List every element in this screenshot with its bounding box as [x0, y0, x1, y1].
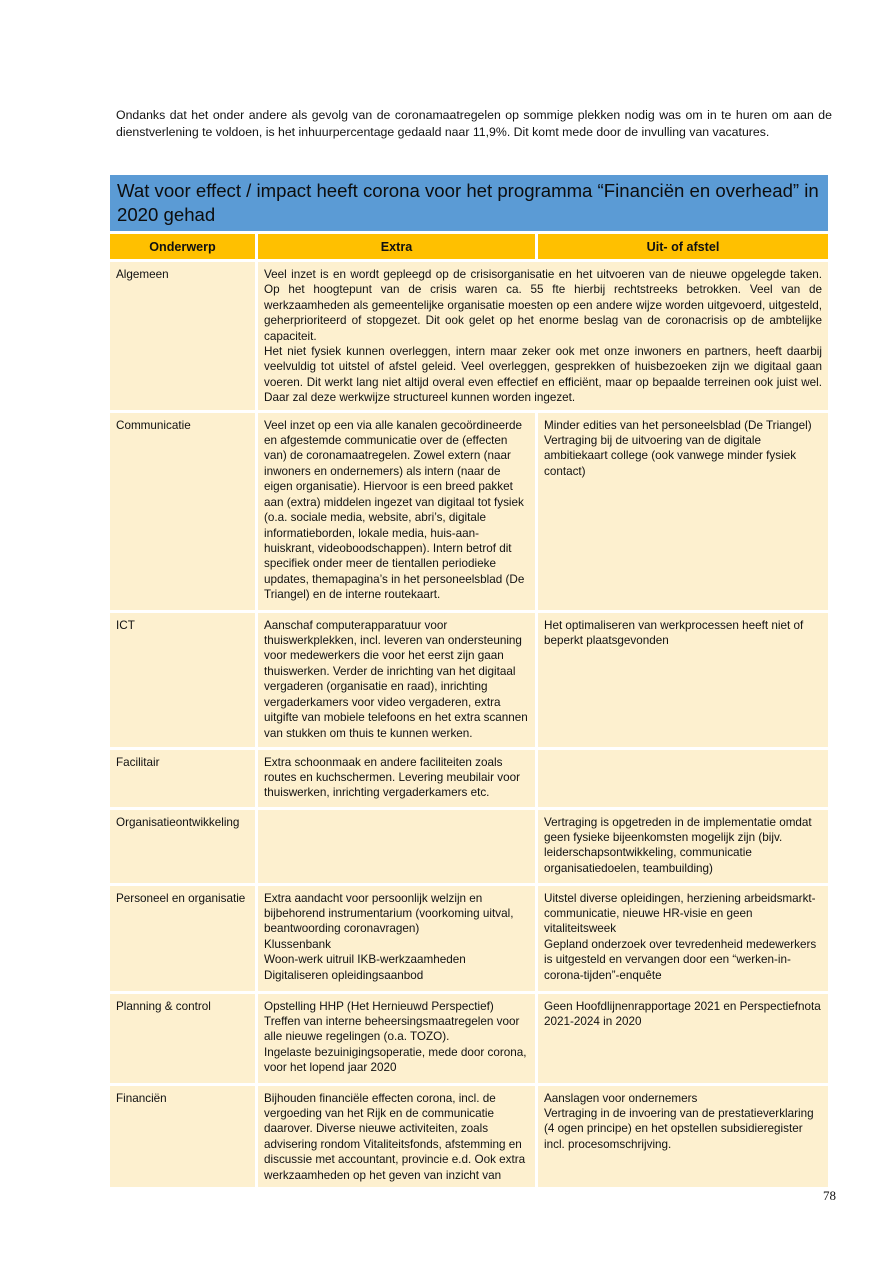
row-delay: [538, 750, 828, 807]
row-delay: Uitstel diverse opleidingen, herziening arbeidsmarkt-communicatie, nieuwe HR-visie en geen vitaliteitsweek Gepland onderzoek over tevredenheid medewerkers is uitgesteld en vervangen door een “werken-in-corona-tijden”-enquête: [538, 886, 828, 991]
row-delay: Geen Hoofdlijnenrapportage 2021 en Perspectiefnota 2021-2024 in 2020: [538, 994, 828, 1083]
row-extra: Bijhouden financiële effecten corona, incl. de vergoeding van het Rijk en de communicatie daarover. Diverse nieuwe activiteiten, zoals advisering rondom Vitaliteitsfonds, afstemming en discussie met accountant, provincie e.d. Ook extra werkzaamheden op het geven van inzicht van: [258, 1086, 535, 1187]
row-delay: Minder edities van het personeelsblad (De Triangel) Vertraging bij de uitvoering van de digitale ambitiekaart college (ook vanwege minder fysiek contact): [538, 413, 828, 610]
row-subject: Personeel en organisatie: [110, 886, 255, 991]
header-subject: Onderwerp: [110, 234, 255, 259]
corona-impact-table: [110, 175, 828, 1190]
header-delay: Uit- of afstel: [538, 234, 828, 259]
table-row: [110, 750, 828, 807]
page-number: 78: [823, 1188, 836, 1203]
table-row: [110, 613, 828, 747]
header-row: [110, 234, 828, 259]
row-subject: Financiën: [110, 1086, 255, 1187]
row-merged-text: Veel inzet is en wordt gepleegd op de crisisorganisatie en het uitvoeren van de nieuwe opgelegde taken. Op het hoogtepunt van de crisis waren ca. 55 fte hierbij rechtstreeks betrokken. Veel van de werkzaamheden als gemeentelijke organisatie moesten op een andere wijze worden uitgevoerd, uitgesteld, geherprioriteerd of stopgezet. Dit ook gelet op het enorme beslag van de coronacrisis op de ambtelijke capaciteit. Het niet fysiek kunnen overleggen, intern maar zeker ook met onze inwoners en partners, heeft daarbij veelvuldig tot uitstel of afstel geleid. Veel overleggen, gesprekken of huisbezoeken zijn we digitaal gaan voeren. Dit werkt lang niet altijd overal even effectief en efficiënt, maar op bepaalde terreinen ook juist wel. Daar zal deze werkwijze structureel kunnen worden ingezet.: [258, 262, 828, 410]
table-row: [110, 1086, 828, 1187]
row-extra: Veel inzet op een via alle kanalen gecoördineerde en afgestemde communicatie over de (effecten van) de coronamaatregelen. Zowel extern (naar inwoners en ondernemers) als intern (naar de eigen organisatie). Hiervoor is een breed pakket aan (extra) middelen ingezet van digitaal tot fysiek (o.a. sociale media, website, abri’s, digitale informatieborden, lokale media, huis-aan-huiskrant, videoboodschappen). Intern betrof dit specifiek onder meer de tientallen periodieke updates, themapagina’s in het personeelsblad (De Triangel) en de interne routekaart.: [258, 413, 535, 610]
row-extra: [258, 810, 535, 883]
table-row: [110, 886, 828, 991]
table-title: Wat voor effect / impact heeft corona voor het programma “Financiën en overhead” in 2020 gehad: [110, 175, 828, 231]
table-row: [110, 994, 828, 1083]
row-extra: Opstelling HHP (Het Hernieuwd Perspectief) Treffen van interne beheersingsmaatregelen voor alle nieuwe regelingen (o.a. TOZO). Ingelaste bezuinigingsoperatie, mede door corona, voor het lopend jaar 2020: [258, 994, 535, 1083]
row-delay: Het optimaliseren van werkprocessen heeft niet of beperkt plaatsgevonden: [538, 613, 828, 747]
row-subject: Organisatieontwikkeling: [110, 810, 255, 883]
table-row: [110, 262, 828, 410]
row-subject: Algemeen: [110, 262, 255, 410]
table-row: [110, 413, 828, 610]
row-subject: Planning & control: [110, 994, 255, 1083]
intro-paragraph: Ondanks dat het onder andere als gevolg van de coronamaatregelen op sommige plekken nodig was om in te huren om aan de dienstverlening te voldoen, is het inhuurpercentage gedaald naar 11,9%. Dit komt mede door de invulling van vacatures.: [116, 108, 832, 139]
row-extra: Extra aandacht voor persoonlijk welzijn en bijbehorend instrumentarium (voorkoming uitval, beantwoording coronavragen) Klussenbank Woon-werk uitruil IKB-werkzaamheden Digitaliseren opleidingsaanbod: [258, 886, 535, 991]
row-extra: Extra schoonmaak en andere faciliteiten zoals routes en kuchschermen. Levering meubilair voor thuiswerken, inrichting vergaderkamers etc.: [258, 750, 535, 807]
row-subject: ICT: [110, 613, 255, 747]
row-subject: Communicatie: [110, 413, 255, 610]
row-subject: Facilitair: [110, 750, 255, 807]
row-extra: Aanschaf computerapparatuur voor thuiswerkplekken, incl. leveren van ondersteuning voor medewerkers die voor het eerst zijn gaan thuiswerken. Verder de inrichting van het digitaal vergaderen (organisatie en raad), inrichting vergaderkamers voor video vergaderen, extra uitgifte van mobiele telefoons en het extra scannen van stukken om thuis te kunnen werken.: [258, 613, 535, 747]
row-delay: Aanslagen voor ondernemers Vertraging in de invoering van de prestatieverklaring (4 ogen principe) en het opstellen subsidieregister incl. procesomschrijving.: [538, 1086, 828, 1187]
header-extra: Extra: [258, 234, 535, 259]
impact-grid: [107, 231, 831, 1190]
row-delay: Vertraging is opgetreden in de implementatie omdat geen fysieke bijeenkomsten mogelijk zijn (bijv. leiderschapsontwikkeling, communicatie organisatiedoelen, teambuilding): [538, 810, 828, 883]
table-row: [110, 810, 828, 883]
